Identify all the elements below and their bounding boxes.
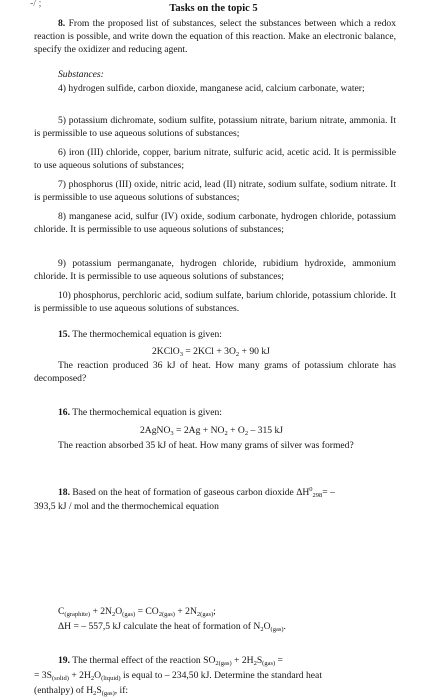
eq-sub: 2 [90, 675, 95, 682]
eq-sub: 2 [244, 430, 249, 437]
eq-sub: (gas) [122, 611, 136, 618]
task-8-text: From the proposed list of substances, select the substances between which a redox reaction is possible, and write down the equation of this reaction. Make an electronic balance, specify the oxidizer and reducing agent. [34, 18, 396, 55]
corner-mark: -/ ; [30, 0, 42, 9]
task-15-question: The reaction produced 36 kJ of heat. How many grams of potassium chlorate has decomposed? [34, 360, 396, 384]
blank-gap [0, 526, 427, 574]
task-18-statement [34, 486, 396, 499]
task-19-line3 [34, 684, 396, 697]
task-19-line1 [34, 654, 396, 667]
eq-part: + 2N [174, 606, 197, 617]
eq-part: + 2N [90, 606, 112, 617]
task-16-intro-text: The thermochemical equation is given: [72, 407, 222, 418]
eq-part: + 90 kJ [239, 346, 270, 357]
task-16-equation [140, 424, 283, 437]
task-15-equation [152, 345, 270, 358]
eq-part: C [58, 606, 65, 617]
eq-part: – 315 kJ [248, 425, 283, 436]
task-15-number: 15. [58, 329, 70, 340]
eq-sub: 3 [179, 351, 183, 358]
task-18-text: = – [322, 487, 335, 498]
task-8-item: 8) manganese acid, sulfur (IV) oxide, sodium carbonate, hydrogen chloride, potassium chloride. It is permissible to use aqueous solutions of substances; [34, 211, 396, 235]
substances-label: Substances: [58, 69, 104, 80]
task-16-number: 16. [58, 407, 70, 418]
eq-sub: (graphite) [64, 611, 91, 618]
task-19-line2 [34, 669, 396, 682]
eq-sub: 3 [170, 430, 174, 437]
page-title: Tasks on the topic 5 [169, 3, 258, 14]
task-16-question: The reaction absorbed 35 kJ of heat. How many grams of silver was formed? [58, 440, 354, 451]
task-8-item: 4) hydrogen sulfide, carbon dioxide, manganese acid, calcium carbonate, water; [58, 83, 365, 94]
eq-sub: 2 [93, 690, 97, 697]
task-8-item: 7) phosphorus (III) oxide, nitric acid, lead (II) nitrate, sodium sulfate, sodium nitrate. It is permissible to use aqueous solutions of substances; [34, 179, 396, 203]
task-18-sub: 298 [312, 492, 323, 499]
eq-part: S [96, 685, 102, 696]
eq-sub: 2 [253, 660, 257, 667]
eq-sub: (gas) [101, 690, 115, 697]
task-15-intro-text: The thermochemical equation is given: [72, 329, 222, 340]
eq-part: (enthalpy) of H [34, 685, 94, 696]
task-19-number: 19. [58, 655, 70, 666]
task-15-intro [34, 328, 396, 341]
eq-part: ΔH = – 557,5 kJ calculate the heat of formation of N [58, 621, 261, 632]
task-8-item: 6) iron (III) chloride, copper, barium nitrate, sulfuric acid, acetic acid. It is permissible to use aqueous solutions of substances; [34, 147, 396, 171]
eq-sub: 2(gas) [158, 611, 175, 618]
eq-part: = 2Ag + NO [173, 425, 225, 436]
eq-part: + 2H [231, 655, 254, 666]
eq-part: = 3S [34, 670, 52, 681]
eq-sub: 2(gas) [215, 660, 232, 667]
eq-part: O [94, 670, 102, 681]
task-18-number: 18. [58, 487, 70, 498]
eq-part: . [283, 621, 286, 632]
eq-part: S [256, 655, 263, 666]
eq-part: = CO [135, 606, 159, 617]
task-18-sup: 0 [309, 485, 313, 493]
eq-sub: 2 [224, 430, 228, 437]
task-8-item: 10) phosphorus, perchloric acid, sodium sulfate, barium chloride, potassium chloride. It is permissible to use aqueous solutions of substances. [34, 290, 396, 314]
eq-part: O [263, 621, 271, 632]
eq-part: is equal to – 234,50 kJ. Determine the standard heat [120, 670, 322, 681]
eq-sub: (gas) [270, 626, 284, 633]
eq-part: + 2H [68, 670, 91, 681]
task-8-item: 5) potassium dichromate, sodium sulfite, potassium nitrate, barium nitrate, ammonia. It is permissible to use aqueous solutions of substances; [34, 115, 396, 139]
task-18-line2 [34, 620, 396, 633]
eq-part: + O [227, 425, 245, 436]
eq-sub: 2 [111, 611, 116, 618]
eq-part: The thermal effect of the reaction SO [72, 655, 216, 666]
eq-sub: (solid) [51, 675, 69, 682]
task-8-statement [34, 17, 396, 56]
task-16-intro [34, 406, 396, 419]
eq-sub: 2(gas) [196, 611, 214, 618]
eq-part: 2AgNO [140, 425, 171, 436]
eq-sub: 2 [260, 626, 264, 633]
eq-part: 2KClO [152, 346, 180, 357]
task-18-statement-line2: 393,5 kJ / mol and the thermochemical equation [34, 501, 219, 512]
eq-sub: 2 [235, 351, 240, 358]
task-8-number: 8. [58, 18, 66, 29]
eq-sub: (liquid) [101, 675, 121, 682]
task-18-text: Based on the heat of formation of gaseous carbon dioxide ΔH [72, 487, 310, 498]
eq-part: O [115, 606, 123, 617]
task-8-item: 9) potassium permanganate, hydrogen chloride, rubidium hydroxide, ammonium chloride. It is permissible to use aqueous solutions of substances; [34, 258, 396, 282]
eq-part: ; [213, 606, 216, 617]
eq-sub: (gas) [262, 660, 276, 667]
task-18-equation [34, 605, 396, 618]
eq-part: = 2KCl + 3O [182, 346, 236, 357]
eq-part: = [275, 655, 283, 666]
eq-part: , if: [114, 685, 129, 696]
